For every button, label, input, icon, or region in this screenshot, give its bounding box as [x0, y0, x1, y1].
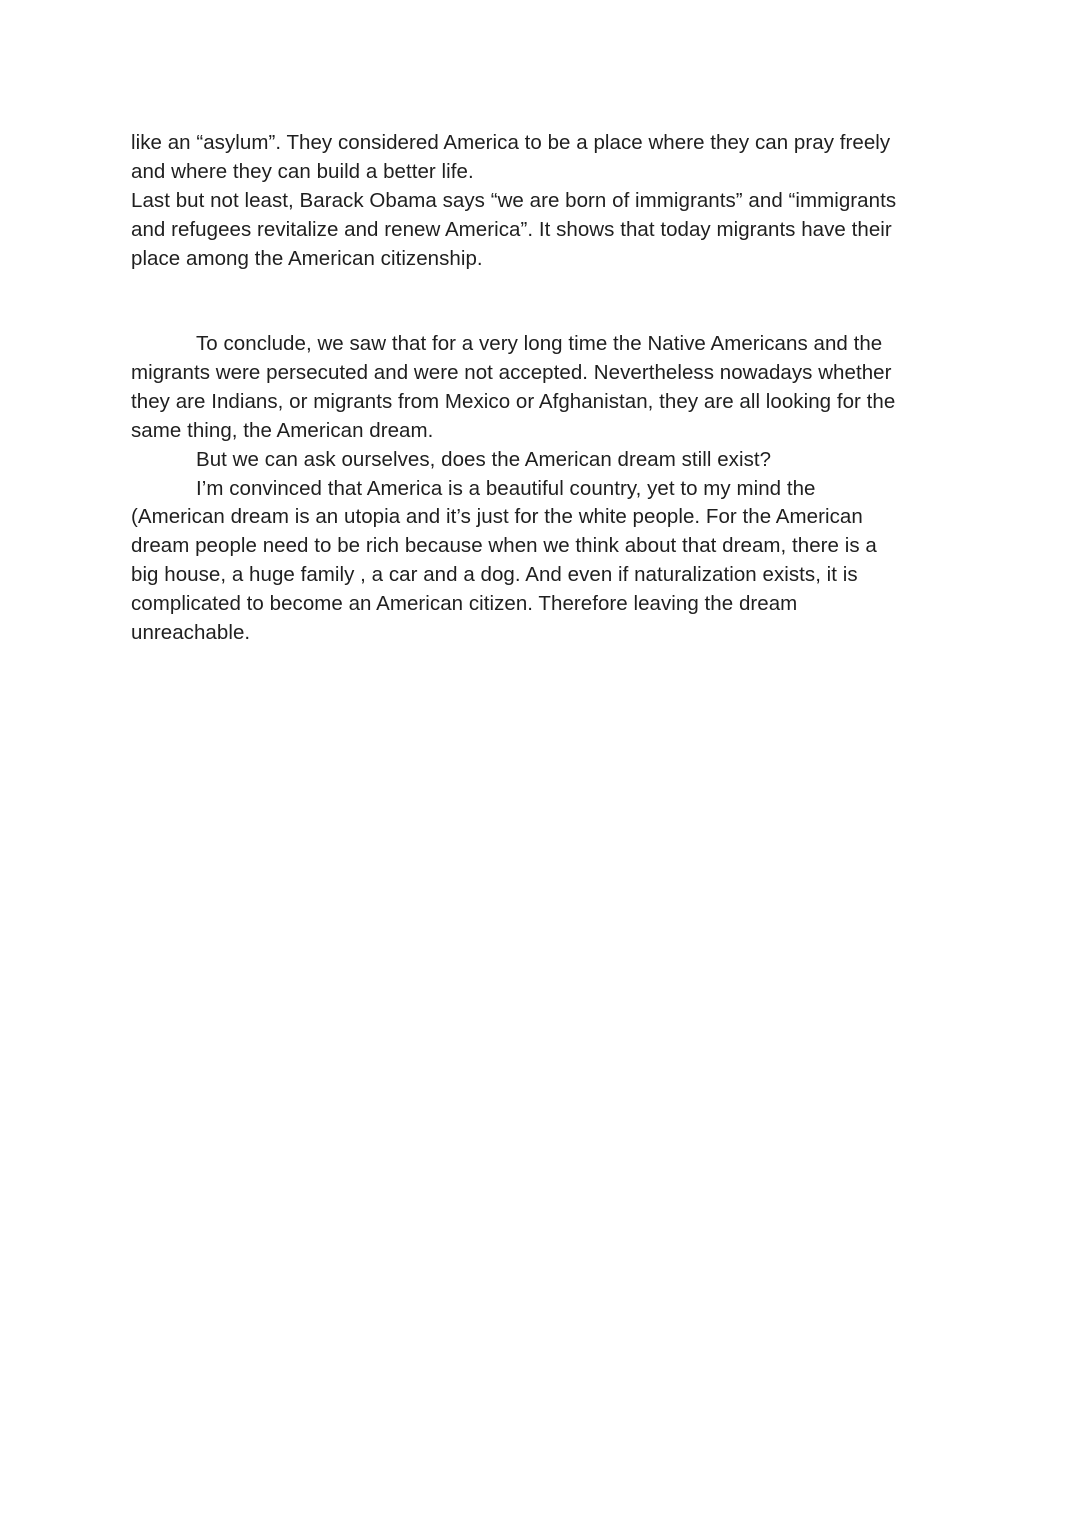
- text-line: Last but not least, Barack Obama says “we are born of immigrants” and “immigrants: [131, 188, 897, 212]
- text-line: same thing, the American dream.: [131, 418, 434, 442]
- text-line: like an “asylum”. They considered America to be a place where they can pray freely: [131, 131, 891, 154]
- text-line: place among the American citizenship.: [131, 246, 483, 270]
- text-line: (American dream is an utopia and it’s just for the white people. For the American: [131, 505, 863, 529]
- text-line: But we can ask ourselves, does the American dream still exist?: [196, 447, 772, 471]
- text-line: To conclude, we saw that for a very long time the Native Americans and the: [196, 332, 883, 355]
- text-line: complicated to become an American citizen. Therefore leaving the dream: [131, 592, 798, 616]
- text-line: unreachable.: [131, 621, 251, 645]
- paragraph-conclusion: [131, 330, 951, 648]
- text-line: they are Indians, or migrants from Mexico or Afghanistan, they are all looking for the: [131, 389, 896, 413]
- text-line: and where they can build a better life.: [131, 159, 474, 183]
- text-line: big house, a huge family , a car and a dog. And even if naturalization exists, it is: [131, 563, 858, 587]
- text-line: dream people need to be rich because when we think about that dream, there is a: [131, 534, 877, 558]
- paragraph-section-1: [131, 129, 951, 274]
- text-line: and refugees revitalize and renew America”. It shows that today migrants have their: [131, 217, 892, 241]
- text-line: migrants were persecuted and were not accepted. Nevertheless nowadays whether: [131, 360, 892, 384]
- text-line: I’m convinced that America is a beautiful country, yet to my mind the: [196, 476, 816, 500]
